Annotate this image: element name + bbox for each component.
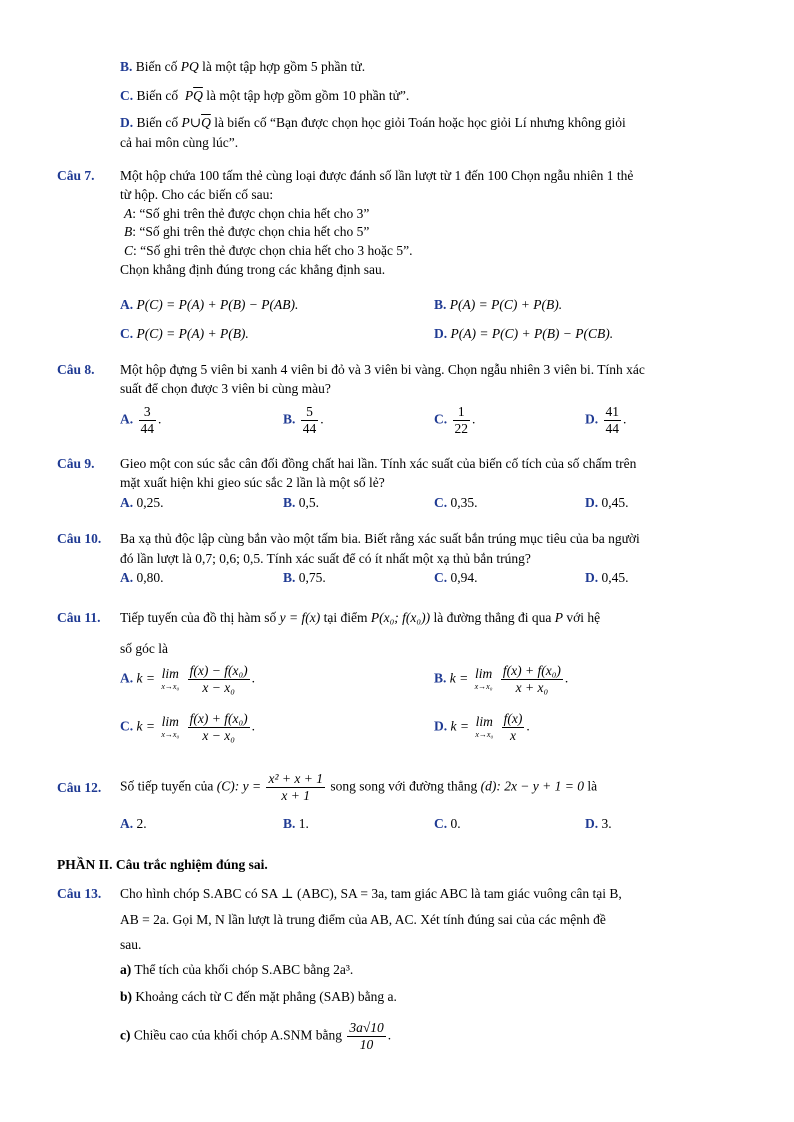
option-value: 0,35. — [450, 495, 478, 510]
fraction — [188, 663, 250, 696]
option-label: D. — [434, 718, 448, 734]
option-value: 0,94. — [450, 570, 478, 585]
option-label: A. — [120, 570, 134, 585]
question-number: Câu 8. — [57, 362, 95, 377]
option-math: ∪ — [189, 115, 202, 130]
q7-option-c — [120, 325, 249, 343]
option-label: D. — [120, 115, 134, 130]
option-text: là biến cố “Bạn được chọn học giỏi Toán hoặc học giỏi Lí nhưng không giỏi — [214, 115, 626, 130]
fraction — [301, 404, 319, 437]
statement-label: b) — [120, 989, 133, 1004]
q9-option-a — [120, 494, 164, 512]
option-text: Biến cố — [135, 59, 178, 74]
option-math: P(C) = P(A) + P(B) − P(AB). — [136, 297, 299, 312]
question-text: với hệ — [566, 610, 601, 625]
fraction — [502, 711, 525, 744]
q11-option-d: D. k = lim x→x₀ $\frac{f(x)}{x}$ . — [434, 711, 530, 743]
denominator: 10 — [359, 1037, 374, 1052]
event-name: C — [124, 243, 134, 258]
option-label: B. — [283, 411, 296, 427]
q11-option-b: B. k = lim x→x₀ $\frac{\text{f(x) + f(x₀)}}{\text{x + x₀}}$ . — [434, 663, 569, 695]
prev-option-b — [120, 58, 365, 76]
option-label: B. — [120, 59, 133, 74]
option-math: P(C) = P(A) + P(B). — [136, 326, 249, 341]
option-text: là một tập hợp gồm gồm 10 phần tử”. — [206, 88, 410, 103]
question-text: tại điểm — [323, 610, 368, 625]
option-label: A. — [120, 411, 134, 427]
q8-option-d: D. $\frac{41}{44}$ . — [585, 404, 627, 436]
option-math: P — [184, 88, 194, 103]
q7-event-b — [124, 223, 369, 241]
question-number: Câu 10. — [57, 531, 102, 546]
question-number: Câu 9. — [57, 456, 95, 471]
statement-label: a) — [120, 962, 132, 977]
limit-subscript: x→x₀ — [474, 681, 493, 691]
numerator: 41 — [605, 404, 619, 419]
event-text: : “Số ghi trên thẻ được chọn chia hết cho 5” — [132, 224, 370, 239]
limit — [161, 715, 179, 741]
section-title: PHẦN II. Câu trắc nghiệm đúng sai. — [57, 857, 268, 872]
option-label: B. — [283, 816, 296, 831]
option-label: A. — [120, 816, 134, 831]
limit-word: lim — [161, 665, 179, 681]
limit-word: lim — [475, 713, 493, 729]
q7-prompt: Chọn khẳng định đúng trong các khẳng định sau. — [120, 262, 386, 277]
option-label: C. — [434, 816, 448, 831]
question-number: Câu 11. — [57, 610, 101, 625]
question-text: Số tiếp tuyến của — [120, 778, 214, 794]
option-value: 3. — [601, 816, 612, 831]
denominator: x − x₀ — [202, 680, 235, 695]
option-value: 0,5. — [298, 495, 320, 510]
limit — [475, 667, 493, 693]
math-expression: k = — [449, 670, 469, 686]
q8-option-a: A. $\frac{3}{44}$ . — [120, 404, 162, 436]
question-number: Câu 13. — [57, 886, 102, 901]
denominator: x — [509, 728, 516, 743]
option-label: D. — [585, 495, 599, 510]
event-name: B — [124, 224, 133, 239]
q11-option-a: A. k = lim x→x₀ $\frac{\text{f(x) − f(x₀)}}{\text{x − x₀}}$ . — [120, 663, 256, 695]
denominator: x − x₀ — [202, 728, 235, 743]
limit-subscript: x→x₀ — [161, 681, 180, 691]
option-value: 1. — [298, 816, 309, 831]
prev-option-d — [120, 114, 626, 132]
math-expression: y = f(x) — [279, 610, 321, 625]
statement-text: Thể tích của khối chóp S.ABC bằng 2a³. — [134, 962, 354, 977]
event-text: : “Số ghi trên thẻ được chọn chia hết cho 3” — [132, 206, 370, 221]
option-label: C. — [120, 718, 134, 734]
option-math: PQ — [180, 59, 199, 74]
question-text: song song với đường thẳng — [330, 778, 478, 794]
option-text: là một tập hợp gồm 5 phần tử. — [202, 59, 366, 74]
fraction — [604, 404, 622, 437]
fraction — [347, 1020, 385, 1053]
q8-text-line1: Một hộp đựng 5 viên bi xanh 4 viên bi đỏ và 3 viên bi vàng. Chọn ngẫu nhiên 3 viên bi. Tính xác — [120, 362, 645, 377]
option-math: P(A) = P(C) + P(B) − P(CB). — [450, 326, 614, 341]
fraction — [139, 404, 157, 437]
q10-option-b — [283, 569, 326, 587]
option-label: C. — [120, 88, 134, 103]
numerator: f(x) + f(x₀) — [502, 663, 561, 678]
q7-text-line1: Một hộp chứa 100 tấm thẻ cùng loại được đánh số lần lượt từ 1 đến 100 Chọn ngẫu nhiên 1 thẻ — [120, 168, 634, 183]
q8-option-b: B. $\frac{5}{44}$ . — [283, 404, 324, 436]
numerator: 1 — [453, 404, 471, 421]
q12-option-b — [283, 815, 309, 833]
option-math: $\overline{Q}$ — [201, 115, 211, 130]
option-label: D. — [434, 326, 448, 341]
q10-option-c — [434, 569, 478, 587]
q10-text-line2: đó lần lượt là 0,7; 0,6; 0,5. Tính xác suất để có ít nhất một xạ thủ bắn trúng? — [120, 551, 531, 566]
option-text: cả hai môn cùng lúc”. — [120, 135, 239, 150]
option-value: 0,45. — [601, 495, 629, 510]
limit — [475, 715, 493, 741]
fraction — [266, 771, 325, 804]
denominator: x + 1 — [281, 788, 311, 803]
fraction — [453, 404, 471, 437]
q13-text-line3: sau. — [120, 937, 142, 952]
denominator: 22 — [454, 421, 468, 436]
q13-statement-c — [120, 1020, 391, 1053]
q7-option-a — [120, 296, 298, 314]
q7-option-d — [434, 325, 613, 343]
q9-option-c — [434, 494, 478, 512]
math-expression: k = — [136, 718, 155, 734]
math-expression: k = — [136, 670, 155, 686]
q7-text-line2: từ hộp. Cho các biến cố sau: — [120, 187, 274, 202]
option-math: $\overline{Q}$ — [193, 88, 203, 103]
q9-option-d — [585, 494, 629, 512]
math-expression: P(x₀; f(x₀)) — [370, 610, 431, 625]
q7-event-c — [124, 242, 413, 260]
denominator: 44 — [302, 421, 317, 436]
option-label: B. — [434, 297, 447, 312]
limit-subscript: x→x₀ — [475, 729, 494, 739]
limit — [161, 667, 179, 693]
fraction — [188, 711, 250, 744]
q8-text-line2: suất để chọn được 3 viên bi cùng màu? — [120, 381, 331, 396]
math-expression: k = — [450, 718, 469, 734]
q12-text — [120, 771, 597, 804]
prev-option-d-cont — [120, 134, 238, 152]
option-label: D. — [585, 411, 599, 427]
q13-text-line2: AB = 2a. Gọi M, N lần lượt là trung điểm của AB, AC. Xét tính đúng sai của các mệnh đề — [120, 912, 606, 927]
option-value: 0,75. — [298, 570, 326, 585]
option-label: C. — [434, 495, 448, 510]
event-name: A — [124, 206, 133, 221]
q12-option-c — [434, 815, 461, 833]
question-text: là — [587, 778, 598, 794]
option-text: Biến cố — [136, 88, 179, 103]
q11-text-line2: số góc là — [120, 641, 168, 656]
limit-subscript: x→x₀ — [161, 729, 180, 739]
question-text: Tiếp tuyến của đồ thị hàm số — [120, 610, 277, 625]
limit-word: lim — [474, 665, 493, 681]
statement-text: Chiều cao của khối chóp A.SNM bằng — [133, 1027, 342, 1043]
option-label: D. — [585, 816, 599, 831]
numerator: x² + x + 1 — [268, 771, 323, 786]
numerator: 3 — [139, 404, 157, 421]
math-expression: P — [554, 610, 564, 625]
q9-text-line2: mặt xuất hiện khi gieo súc sắc 2 lần là một số lẻ? — [120, 475, 385, 490]
statement-text: Khoảng cách từ C đến mặt phẳng (SAB) bằng a. — [135, 989, 397, 1004]
event-text: : “Số ghi trên thẻ được chọn chia hết cho 3 hoặc 5”. — [133, 243, 413, 258]
option-label: B. — [283, 570, 296, 585]
denominator: 44 — [605, 421, 619, 436]
question-number: Câu 12. — [57, 780, 102, 795]
q13-statement-a — [120, 961, 353, 979]
numerator: f(x) + f(x₀) — [189, 711, 248, 726]
q7-option-b — [434, 296, 562, 314]
option-value: 0,45. — [601, 570, 629, 585]
q13-text-line1: Cho hình chóp S.ABC có SA ⊥ (ABC), SA = 3a, tam giác ABC là tam giác vuông cân tại B, — [120, 886, 622, 901]
option-value: 2. — [136, 816, 147, 831]
denominator: x + x₀ — [515, 680, 549, 695]
prev-option-c — [120, 87, 409, 105]
option-label: A. — [120, 670, 134, 686]
q11-text-line1 — [120, 609, 600, 627]
q10-option-d — [585, 569, 629, 587]
option-label: B. — [283, 495, 296, 510]
limit-word: lim — [161, 713, 179, 729]
option-value: 0,25. — [136, 495, 164, 510]
q10-text-line1: Ba xạ thủ độc lập cùng bắn vào một tấm bia. Biết rằng xác suất bắn trúng mục tiêu của ba người — [120, 531, 640, 546]
numerator: f(x) — [503, 711, 523, 726]
option-label: B. — [434, 670, 447, 686]
q13-statement-b — [120, 988, 397, 1006]
q12-option-d — [585, 815, 612, 833]
fraction — [501, 663, 563, 696]
q9-text-line1: Gieo một con súc sắc cân đối đồng chất hai lần. Tính xác suất của biến cố tích của số chấm trên — [120, 456, 637, 471]
numerator: 3a√10 — [349, 1020, 384, 1035]
option-label: D. — [585, 570, 599, 585]
q9-option-b — [283, 494, 319, 512]
question-text: là đường thẳng đi qua — [433, 610, 552, 625]
question-number: Câu 7. — [57, 168, 95, 183]
numerator: 5 — [301, 404, 319, 421]
q10-option-a — [120, 569, 164, 587]
option-value: 0,80. — [136, 570, 164, 585]
numerator: f(x) − f(x₀) — [189, 663, 248, 678]
math-expression: (d): 2x − y + 1 = 0 — [480, 778, 585, 794]
statement-label: c) — [120, 1027, 131, 1043]
option-label: C. — [434, 411, 448, 427]
q8-option-c: C. $\frac{1}{22}$ . — [434, 404, 476, 436]
q7-event-a — [124, 205, 369, 223]
option-math: P — [181, 115, 190, 130]
punctuation: . — [387, 1027, 392, 1043]
math-expression: (C): y = — [216, 778, 262, 794]
option-label: C. — [434, 570, 448, 585]
option-text: Biến cố — [136, 115, 179, 130]
q12-option-a — [120, 815, 147, 833]
option-value: 0. — [450, 816, 461, 831]
q11-option-c: C. k = lim x→x₀ $\frac{\text{f(x) + f(x₀)}}{\text{x − x₀}}$ . — [120, 711, 256, 743]
option-label: A. — [120, 495, 134, 510]
option-label: C. — [120, 326, 134, 341]
option-math: P(A) = P(C) + P(B). — [449, 297, 563, 312]
denominator: 44 — [140, 421, 154, 436]
option-label: A. — [120, 297, 134, 312]
